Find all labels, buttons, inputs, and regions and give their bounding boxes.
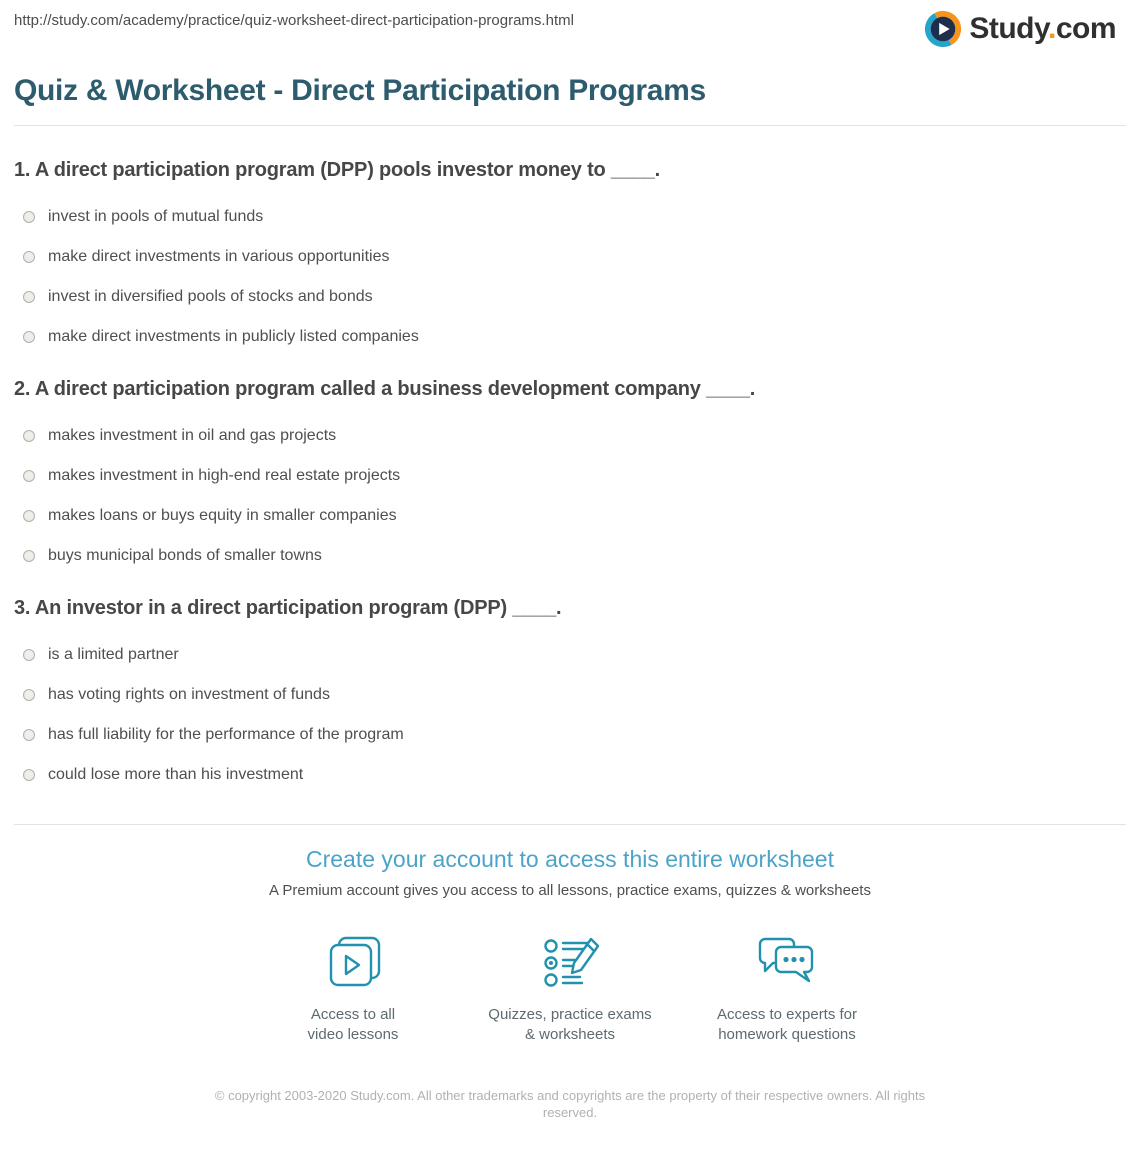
question-1-option-3[interactable]: invest in diversified pools of stocks and bonds [14, 289, 1126, 305]
video-lessons-icon [321, 935, 385, 991]
radio-button[interactable] [23, 550, 35, 562]
radio-button[interactable] [23, 430, 35, 442]
feature-list [14, 935, 1126, 1045]
feature-caption: Access to experts for homework questions [716, 1006, 858, 1043]
page-title: Quiz & Worksheet - Direct Participation Programs [14, 74, 706, 107]
radio-button[interactable] [23, 510, 35, 522]
question-3-option-1[interactable]: is a limited partner [14, 647, 1126, 663]
question-1-option-4[interactable]: make direct investments in publicly listed companies [14, 329, 1126, 345]
header [14, 0, 1126, 50]
copyright-text: © copyright 2003-2020 Study.com. All other trademarks and copyrights are the property of their respective owners. All rights reserved. [214, 1088, 926, 1120]
studycom-logo[interactable] [924, 10, 1126, 48]
feature-quizzes-worksheets [462, 935, 679, 1045]
question-1 [14, 159, 1126, 345]
feature-video-lessons [245, 935, 462, 1045]
radio-button[interactable] [23, 769, 35, 781]
question-2-options [14, 428, 1126, 564]
question-1-prompt: 1. A direct participation program (DPP) pools investor money to ____. [14, 159, 660, 181]
studycom-wordmark: Study.com [969, 12, 1116, 45]
question-1-options [14, 209, 1126, 345]
radio-button[interactable] [23, 331, 35, 343]
question-3-option-2[interactable]: has voting rights on investment of funds [14, 687, 1126, 703]
expert-chat-icon [755, 935, 819, 991]
cta-subheading: A Premium account gives you access to all lessons, practice exams, quizzes & worksheets [269, 882, 871, 899]
question-3-options [14, 647, 1126, 783]
quiz-section [14, 159, 1126, 783]
question-2-option-4[interactable]: buys municipal bonds of smaller towns [14, 548, 1126, 564]
title-divider [14, 125, 1126, 126]
question-2-option-2[interactable]: makes investment in high-end real estate projects [14, 468, 1126, 484]
radio-button[interactable] [23, 689, 35, 701]
studycom-logo-icon [924, 10, 962, 48]
page-url: http://study.com/academy/practice/quiz-worksheet-direct-participation-programs.html [14, 12, 574, 29]
question-1-option-2[interactable]: make direct investments in various opportunities [14, 249, 1126, 265]
radio-button[interactable] [23, 211, 35, 223]
question-3 [14, 597, 1126, 783]
feature-caption: Quizzes, practice exams & worksheets [488, 1006, 652, 1043]
radio-button[interactable] [23, 291, 35, 303]
cta-section [14, 846, 1126, 1151]
question-3-option-3[interactable]: has full liability for the performance of the program [14, 727, 1126, 743]
question-2 [14, 378, 1126, 564]
radio-button[interactable] [23, 251, 35, 263]
radio-button[interactable] [23, 470, 35, 482]
cta-heading: Create your account to access this entire worksheet [306, 846, 834, 872]
logo-dot: . [1047, 12, 1056, 45]
question-3-option-4[interactable]: could lose more than his investment [14, 767, 1126, 783]
question-3-prompt: 3. An investor in a direct participation program (DPP) ____. [14, 597, 562, 619]
question-2-option-3[interactable]: makes loans or buys equity in smaller companies [14, 508, 1126, 524]
section-divider [14, 824, 1126, 825]
question-2-prompt: 2. A direct participation program called a business development company ____. [14, 378, 756, 400]
feature-expert-chat [679, 935, 896, 1045]
quizzes-worksheets-icon [538, 935, 602, 991]
radio-button[interactable] [23, 729, 35, 741]
question-1-option-1[interactable]: invest in pools of mutual funds [14, 209, 1126, 225]
feature-caption: Access to all video lessons [307, 1006, 399, 1043]
question-2-option-1[interactable]: makes investment in oil and gas projects [14, 428, 1126, 444]
radio-button[interactable] [23, 649, 35, 661]
